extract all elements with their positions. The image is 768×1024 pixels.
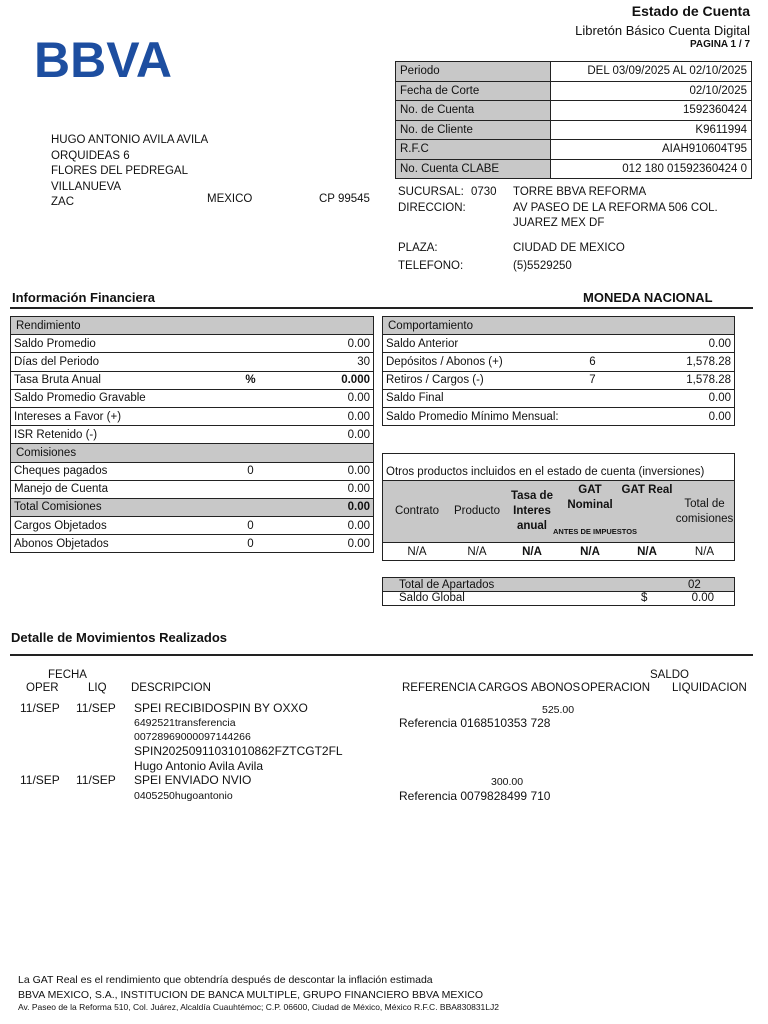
movement-detail: SPIN20250911031010862FZTCGT2FL	[134, 744, 343, 758]
branch-telefono: TELEFONO: (5)5529250	[398, 260, 572, 272]
otros-productos-title: Otros productos incluidos en el estado de cuenta (inversiones)	[383, 454, 734, 481]
info-row-fecha-corte: Fecha de Corte 02/10/2025	[396, 81, 752, 101]
table-row: Abonos Objetados 0 0.00	[11, 535, 374, 553]
movement-detail: 6492521transferencia	[134, 717, 236, 729]
table-row: Cargos Objetados 0 0.00	[11, 517, 374, 535]
table-row: Tasa Bruta Anual % 0.000	[11, 371, 374, 389]
table-row: Días del Periodo 30	[11, 353, 374, 371]
table-row: Manejo de Cuenta 0.00	[11, 480, 374, 498]
comportamiento-header: Comportamiento	[383, 317, 735, 335]
rendimiento-table	[10, 316, 374, 553]
col-liq: LIQ	[88, 682, 107, 694]
section-divider	[10, 654, 753, 656]
customer-name: HUGO ANTONIO AVILA AVILA	[51, 134, 209, 146]
movement-oper-date: 11/SEP	[20, 701, 60, 715]
otros-productos-box	[382, 453, 735, 561]
table-row: Cheques pagados 0 0.00	[11, 462, 374, 480]
bbva-logo	[34, 34, 174, 82]
col-operacion: OPERACION	[581, 682, 651, 694]
col-fecha: FECHA	[48, 669, 87, 681]
table-row: Saldo Promedio Mínimo Mensual: 0.00	[383, 407, 735, 425]
movement-description: SPEI ENVIADO NVIO	[134, 773, 252, 787]
total-apartados-row: Total de Apartados 02	[383, 578, 734, 592]
financial-info-title: Información Financiera	[12, 290, 156, 305]
svg-text:BBVA: BBVA	[34, 34, 172, 82]
rendimiento-header: Rendimiento	[11, 317, 374, 335]
currency-label: MONEDA NACIONAL	[583, 290, 713, 305]
otros-productos-values: N/A N/A N/A N/A N/A N/A	[407, 545, 715, 558]
saldo-global-row: Saldo Global $ 0.00	[399, 592, 714, 604]
col-gat-nominal: GAT Nominal	[567, 484, 613, 511]
movement-liq-date: 11/SEP	[76, 701, 116, 715]
comportamiento-table	[382, 316, 735, 426]
col-saldo: SALDO	[650, 669, 689, 681]
customer-country: MEXICO	[207, 193, 253, 205]
movements-title: Detalle de Movimientos Realizados	[11, 630, 228, 645]
customer-city: VILLANUEVA	[51, 180, 122, 193]
section-divider	[10, 307, 753, 309]
col-referencia: REFERENCIA	[402, 682, 477, 694]
movement-detail: 00728969000097144266	[134, 731, 251, 743]
col-abonos: ABONOS	[531, 682, 581, 694]
table-row: Retiros / Cargos (-) 7 1,578.28	[383, 371, 735, 389]
movement-liq-date: 11/SEP	[76, 773, 116, 787]
customer-street: ORQUIDEAS 6	[51, 149, 130, 162]
table-row: Saldo Promedio 0.00	[11, 335, 374, 353]
customer-state: ZAC	[51, 196, 74, 208]
antes-impuestos-note: ANTES DE IMPUESTOS	[553, 527, 638, 536]
gat-note: La GAT Real es el rendimiento que obtendría después de descontar la inflación estimada	[18, 974, 433, 986]
movement-detail: Hugo Antonio Avila Avila	[134, 759, 263, 773]
total-comisiones-row: Total Comisiones 0.00	[11, 498, 374, 516]
table-row: Saldo Anterior 0.00	[383, 335, 735, 353]
branch-direccion: DIRECCION: AV PASEO DE LA REFORMA 506 COL. JUAREZ MEX DF	[398, 201, 718, 229]
info-row-periodo: Periodo DEL 03/09/2025 AL 02/10/2025	[396, 62, 752, 82]
col-contrato: Contrato	[394, 505, 440, 517]
branch-sucursal: SUCURSAL: 0730 TORRE BBVA REFORMA	[398, 186, 647, 198]
movement-amount: 525.00	[542, 704, 575, 716]
statement-subtitle: Libretón Básico Cuenta Digital	[575, 23, 750, 38]
customer-cp: CP 99545	[319, 193, 370, 205]
customer-address	[51, 133, 208, 211]
col-total-comisiones: Total de comisiones	[675, 497, 734, 525]
comisiones-header: Comisiones	[11, 444, 374, 462]
info-row-cuenta: No. de Cuenta 1592360424	[396, 101, 752, 121]
table-row: ISR Retenido (-) 0.00	[11, 426, 374, 444]
info-row-rfc: R.F.C AIAH910604T95	[396, 140, 752, 160]
col-tasa: Tasa de Interes anual	[511, 490, 553, 532]
movement-amount: 300.00	[491, 776, 524, 788]
table-row: Intereses a Favor (+) 0.00	[11, 407, 374, 425]
col-descripcion: DESCRIPCION	[131, 682, 211, 694]
company-address: Av. Paseo de la Reforma 510, Col. Juárez, Alcaldía Cuauhtémoc; C.P. 06600, Ciudad de México, México R.F.C. BBA830831LJ2	[18, 1002, 499, 1012]
col-cargos: CARGOS	[478, 682, 528, 694]
movement-reference: Referencia 0168510353 728	[399, 716, 551, 730]
info-row-cliente: No. de Cliente K9611994	[396, 120, 752, 140]
col-gat-real: GAT Real	[621, 484, 673, 496]
table-row: Depósitos / Abonos (+) 6 1,578.28	[383, 353, 735, 371]
statement-title: Estado de Cuenta	[631, 3, 750, 19]
company-name: BBVA MEXICO, S.A., INSTITUCION DE BANCA MULTIPLE, GRUPO FINANCIERO BBVA MEXICO	[18, 989, 484, 1001]
apartados-box	[382, 577, 735, 606]
col-producto: Producto	[453, 505, 501, 517]
page-indicator: PAGINA 1 / 7	[689, 39, 750, 50]
col-liquidacion: LIQUIDACION	[672, 682, 747, 694]
info-row-clabe: No. Cuenta CLABE 012 180 01592360424 0	[396, 159, 752, 179]
branch-info	[398, 185, 748, 275]
table-row: Saldo Promedio Gravable 0.00	[11, 389, 374, 407]
customer-colony: FLORES DEL PEDREGAL	[51, 165, 188, 177]
movement-oper-date: 11/SEP	[20, 773, 60, 787]
col-oper: OPER	[26, 682, 59, 694]
movement-reference: Referencia 0079828499 710	[399, 789, 551, 803]
branch-plaza: PLAZA: CIUDAD DE MEXICO	[398, 241, 625, 254]
table-row: Saldo Final 0.00	[383, 389, 735, 407]
account-info-table	[395, 61, 752, 179]
movement-detail: 0405250hugoantonio	[134, 790, 233, 802]
movement-description: SPEI RECIBIDOSPIN BY OXXO	[134, 701, 308, 715]
